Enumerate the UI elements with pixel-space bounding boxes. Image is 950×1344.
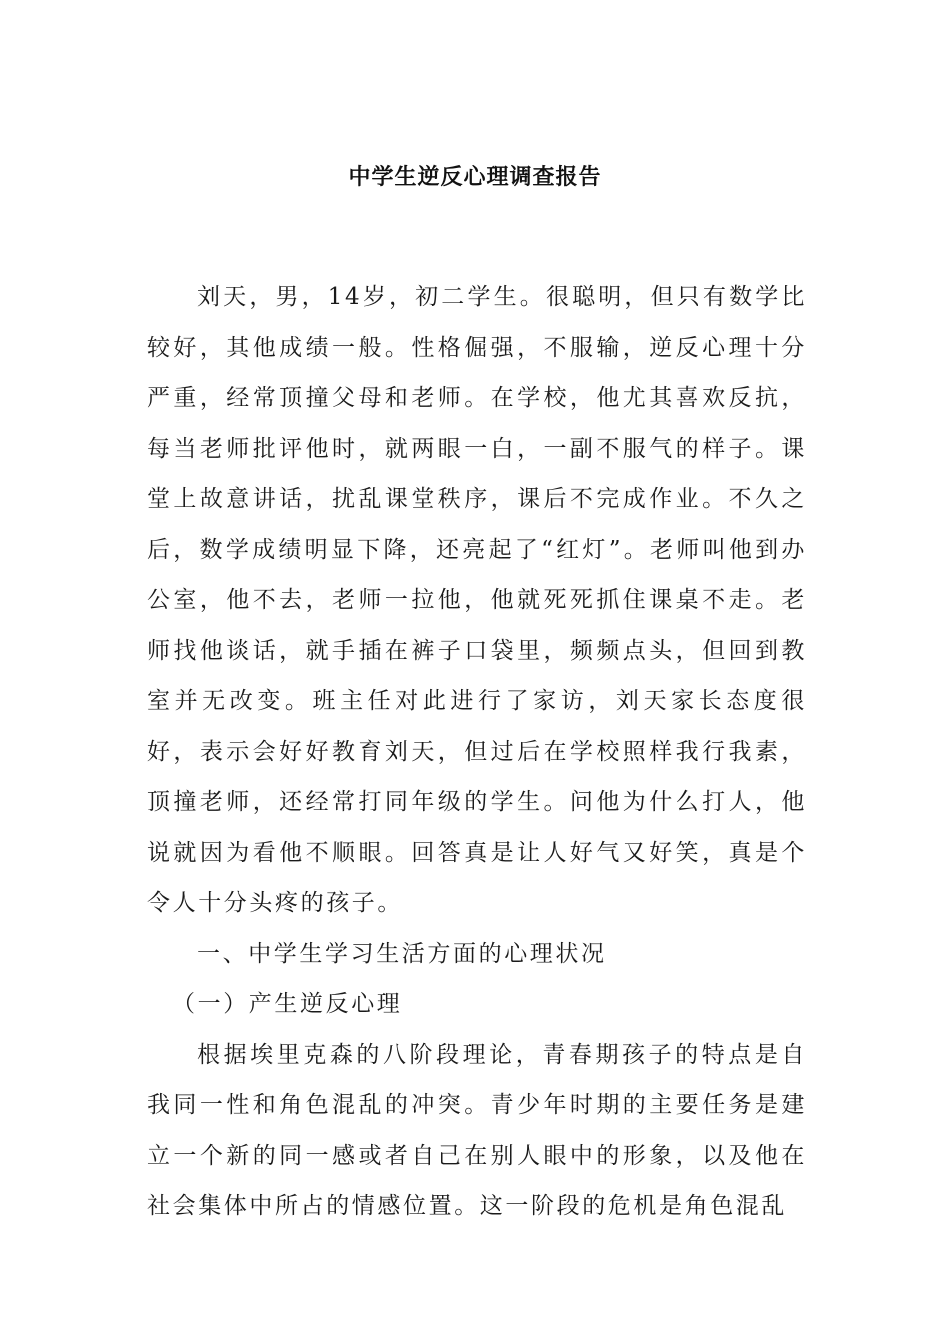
document-title: 中学生逆反心理调查报告 <box>348 165 602 190</box>
subsection-heading: （一）产生逆反心理 <box>172 991 403 1017</box>
case-paragraph: 刘天，男，14岁，初二学生。很聪明，但只有数学比较好，其他成绩一般。性格倔强，不服输，逆反心理十分严重，经常顶撞父母和老师。在学校，他尤其喜欢反抗，每当老师批评他时，就两眼一白，一副不服气的样子。课堂上故意讲话，扰乱课堂秩序，课后不完成作业。不久之后，数学成绩明显下降，还亮起了“红灯”。老师叫他到办公室，他不去，老师一拉他，他就死死抓住课桌不走。老师找他谈话，就手插在裤子口袋里，频频点头，但回到教室并无改变。班主任对此进行了家访，刘天家长态度很好，表示会好好教育刘天，但过后在学校照样我行我素，顶撞老师，还经常打同年级的学生。问他为什么打人，他说就因为看他不顺眼。回答真是让人好气又好笑，真是个令人十分头疼的孩子。 <box>147 284 807 916</box>
theory-paragraph: 根据埃里克森的八阶段理论，青春期孩子的特点是自我同一性和角色混乱的冲突。青少年时期的主要任务是建立一个新的同一感或者自己在别人眼中的形象，以及他在社会集体中所占的情感位置。这一阶段的危机是角色混乱 <box>147 1041 807 1219</box>
section-heading: 一、中学生学习生活方面的心理状况 <box>197 940 607 967</box>
document-body <box>147 272 807 1232</box>
